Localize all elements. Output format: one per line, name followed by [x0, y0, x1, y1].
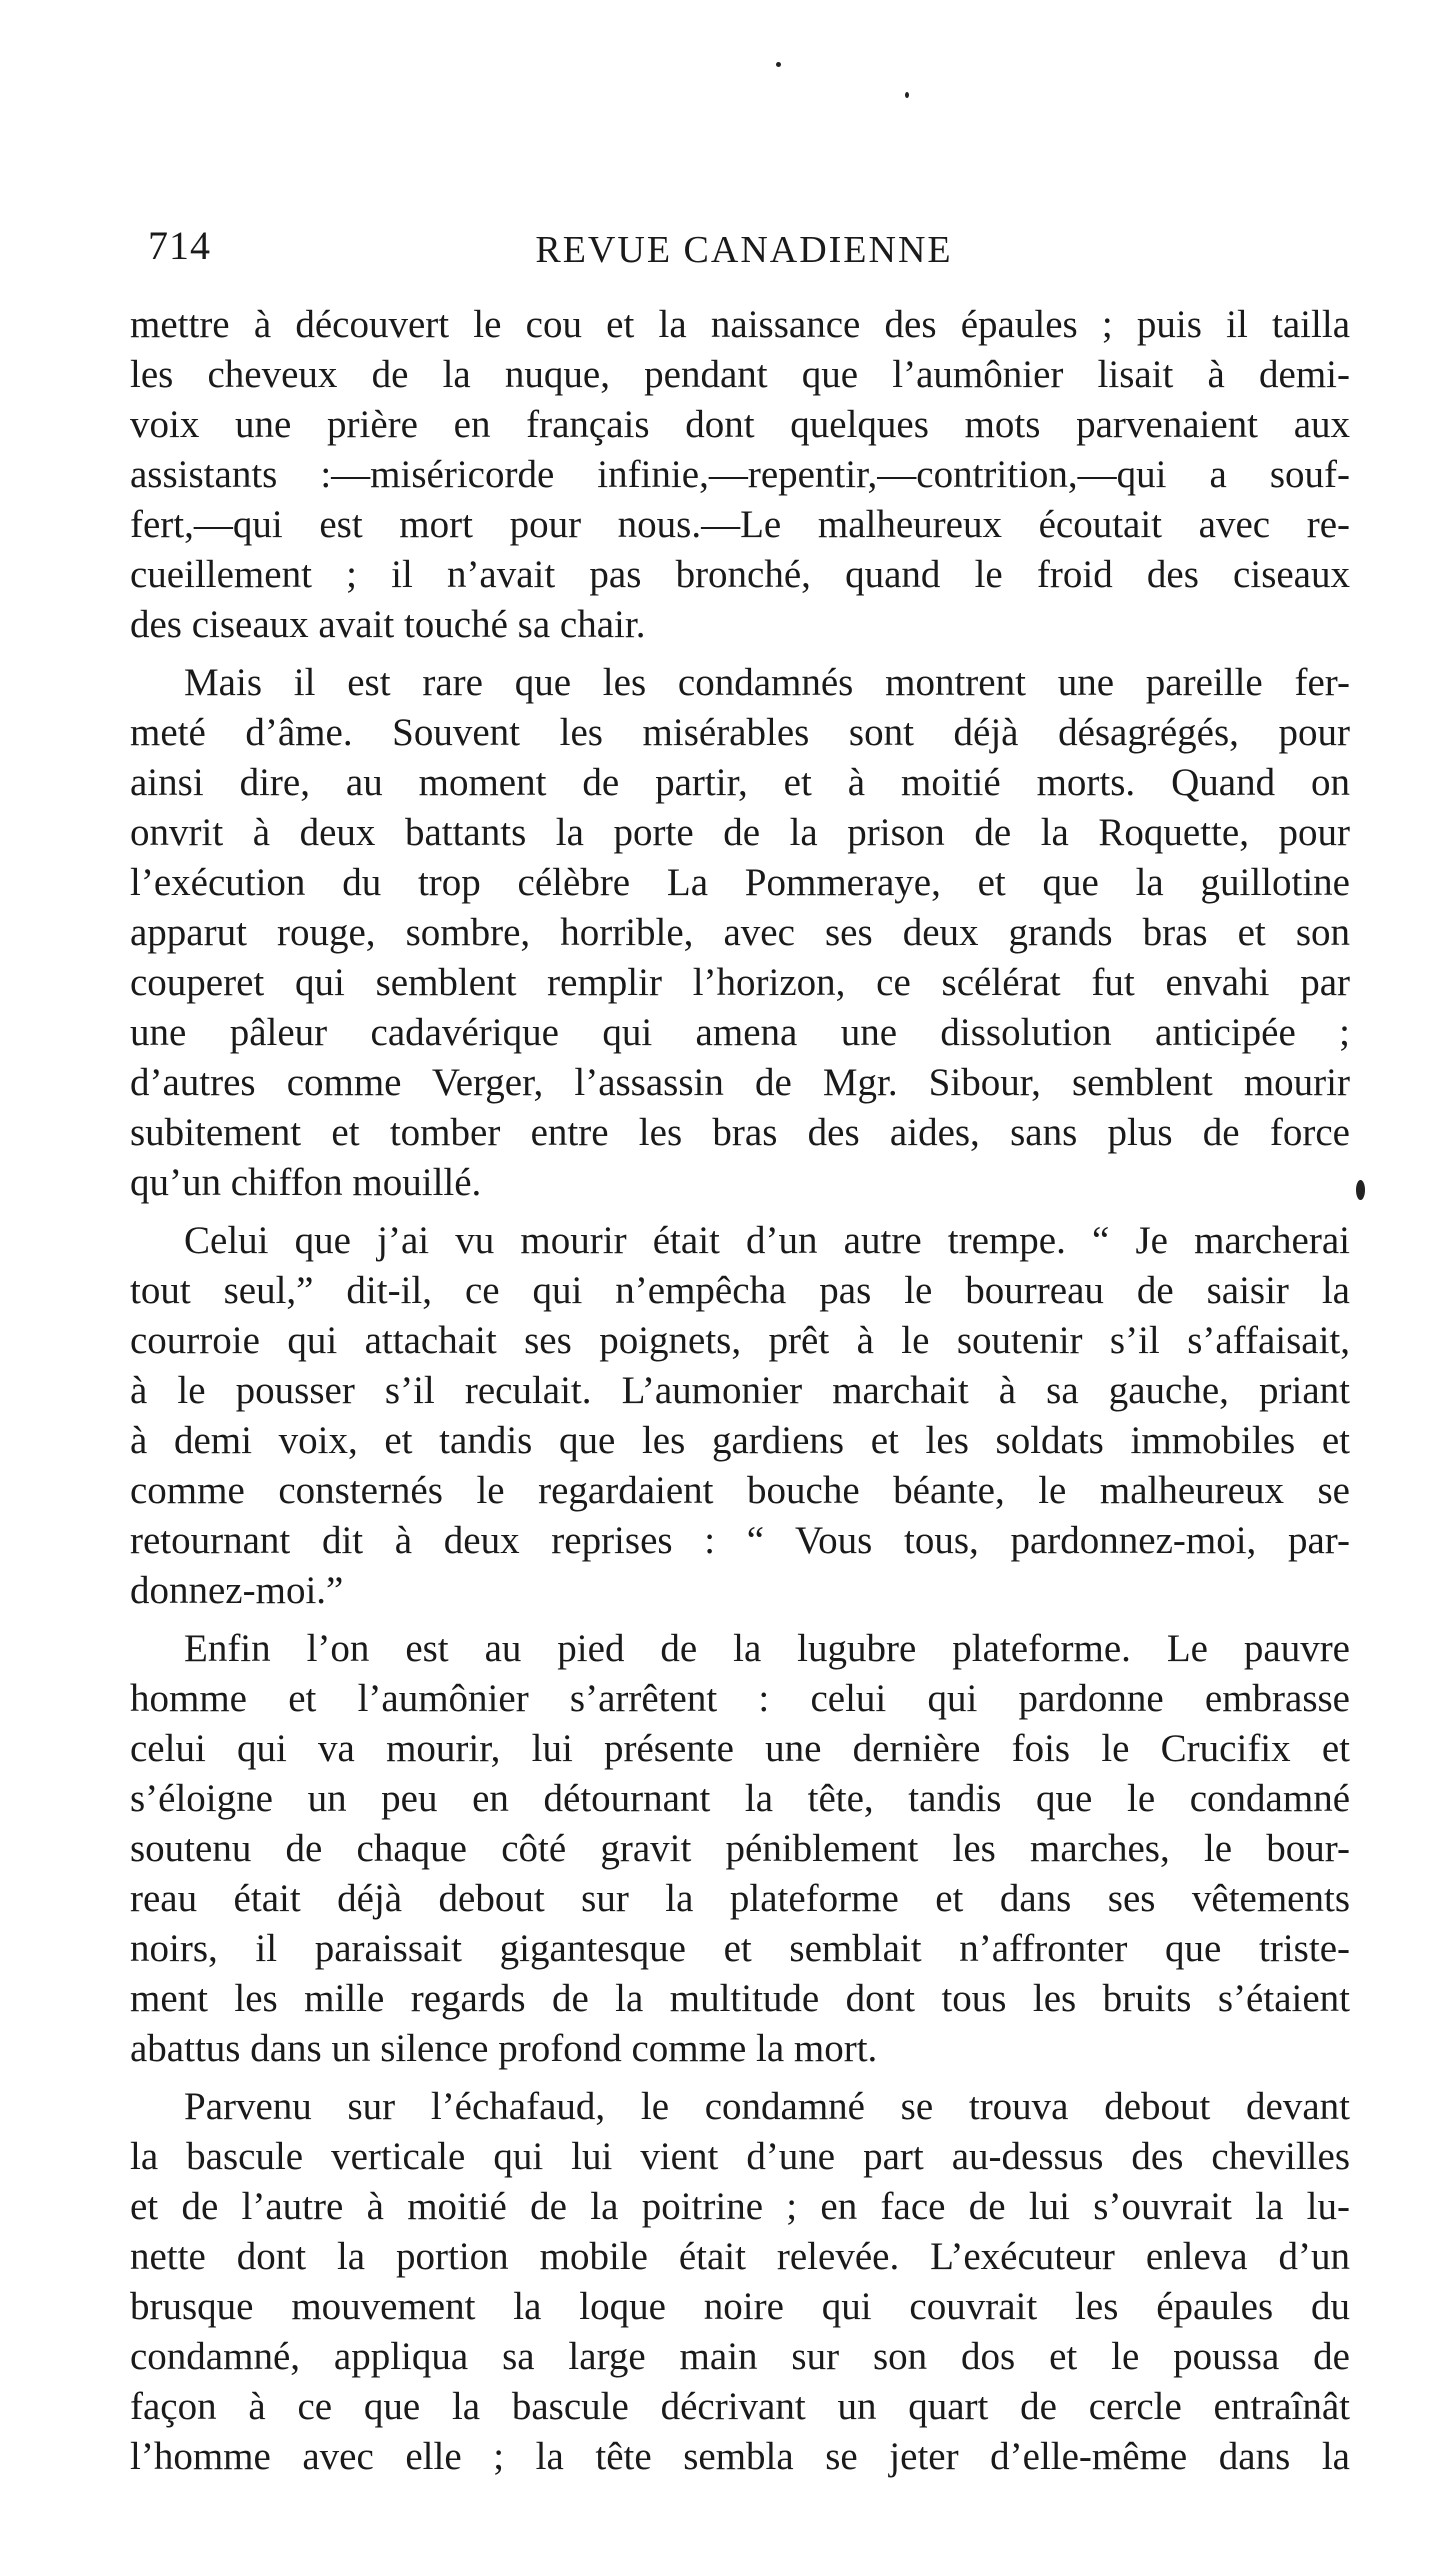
text-line: Enfin l’on est au pied de la lugubre plateforme. Le pauvre [184, 1627, 1350, 1670]
text-line: nette dont la portion mobile était relevée. L’exécuteur enleva d’un [130, 2235, 1350, 2278]
page-header [148, 222, 1340, 282]
text-line: ment les mille regards de la multitude dont tous les bruits s’étaient [130, 1977, 1350, 2020]
text-line: assistants :—miséricorde infinie,—repentir,—contrition,—qui a souf- [130, 453, 1350, 496]
text-line: onvrit à deux battants la porte de la prison de la Roquette, pour [130, 811, 1350, 854]
body-text [130, 300, 1350, 2482]
ink-speck [1356, 1180, 1365, 1200]
page-number: 714 [148, 223, 211, 268]
text-line: tout seul,” dit-il, ce qui n’empêcha pas le bourreau de saisir la [130, 1269, 1350, 1312]
text-line: la bascule verticale qui lui vient d’une part au-dessus des chevilles [130, 2135, 1350, 2178]
text-line: mettre à découvert le cou et la naissance des épaules ; puis il tailla [130, 303, 1350, 346]
text-line: noirs, il paraissait gigantesque et semblait n’affronter que triste- [130, 1927, 1350, 1970]
text-line: reau était déjà debout sur la plateforme et dans ses vêtements [130, 1877, 1350, 1920]
text-line: une pâleur cadavérique qui amena une dissolution anticipée ; [130, 1011, 1350, 1054]
text-line: à le pousser s’il reculait. L’aumonier marchait à sa gauche, priant [130, 1369, 1350, 1412]
text-line: Parvenu sur l’échafaud, le condamné se trouva debout devant [184, 2085, 1350, 2128]
text-line: l’exécution du trop célèbre La Pommeraye, et que la guillotine [130, 861, 1350, 904]
text-line: homme et l’aumônier s’arrêtent : celui qui pardonne embrasse [130, 1677, 1350, 1720]
text-line: condamné, appliqua sa large main sur son dos et le poussa de [130, 2335, 1350, 2378]
text-line: des ciseaux avait touché sa chair. [130, 603, 646, 646]
paragraph-1 [130, 300, 1350, 650]
text-line: voix une prière en français dont quelques mots parvenaient aux [130, 403, 1350, 446]
text-line: courroie qui attachait ses poignets, prêt à le soutenir s’il s’affaisait, [130, 1319, 1350, 1362]
ink-speck [776, 62, 781, 67]
text-line: qu’un chiffon mouillé. [130, 1161, 482, 1204]
paragraph-2 [130, 658, 1350, 1208]
text-line: d’autres comme Verger, l’assassin de Mgr. Sibour, semblent mourir [130, 1061, 1350, 1104]
text-line: abattus dans un silence profond comme la mort. [130, 2027, 878, 2070]
text-line: apparut rouge, sombre, horrible, avec ses deux grands bras et son [130, 911, 1350, 954]
text-line: donnez-moi.” [130, 1569, 344, 1612]
paragraph-4 [130, 1624, 1350, 2074]
text-line: Celui que j’ai vu mourir était d’un autre trempe. “ Je marcherai [184, 1219, 1350, 1262]
text-line: à demi voix, et tandis que les gardiens et les soldats immobiles et [130, 1419, 1350, 1462]
text-line: cueillement ; il n’avait pas bronché, quand le froid des ciseaux [130, 553, 1350, 596]
text-line: soutenu de chaque côté gravit péniblement les marches, le bour- [130, 1827, 1350, 1870]
text-line: l’homme avec elle ; la tête sembla se jeter d’elle-même dans la [130, 2435, 1350, 2478]
text-line: fert,—qui est mort pour nous.—Le malheureux écoutait avec re- [130, 503, 1350, 546]
text-line: celui qui va mourir, lui présente une dernière fois le Crucifix et [130, 1727, 1350, 1770]
text-line: comme consternés le regardaient bouche béante, le malheureux se [130, 1469, 1350, 1512]
text-line: façon à ce que la bascule décrivant un quart de cercle entraînât [130, 2385, 1350, 2428]
text-line: retournant dit à deux reprises : “ Vous tous, pardonnez-moi, par- [130, 1519, 1350, 1562]
text-line: les cheveux de la nuque, pendant que l’aumônier lisait à demi- [130, 353, 1350, 396]
text-line: brusque mouvement la loque noire qui couvrait les épaules du [130, 2285, 1350, 2328]
text-line: s’éloigne un peu en détournant la tête, tandis que le condamné [130, 1777, 1350, 1820]
text-line: subitement et tomber entre les bras des aides, sans plus de force [130, 1111, 1350, 1154]
text-line: meté d’âme. Souvent les misérables sont déjà désagrégés, pour [130, 711, 1350, 754]
text-line: Mais il est rare que les condamnés montrent une pareille fer- [184, 661, 1350, 704]
running-title: REVUE CANADIENNE [535, 229, 953, 271]
ink-speck [905, 92, 909, 98]
text-line: ainsi dire, au moment de partir, et à moitié morts. Quand on [130, 761, 1350, 804]
text-line: couperet qui semblent remplir l’horizon, ce scélérat fut envahi par [130, 961, 1350, 1004]
text-line: et de l’autre à moitié de la poitrine ; en face de lui s’ouvrait la lu- [130, 2185, 1350, 2228]
paragraph-5 [130, 2082, 1350, 2482]
paragraph-3 [130, 1216, 1350, 1616]
